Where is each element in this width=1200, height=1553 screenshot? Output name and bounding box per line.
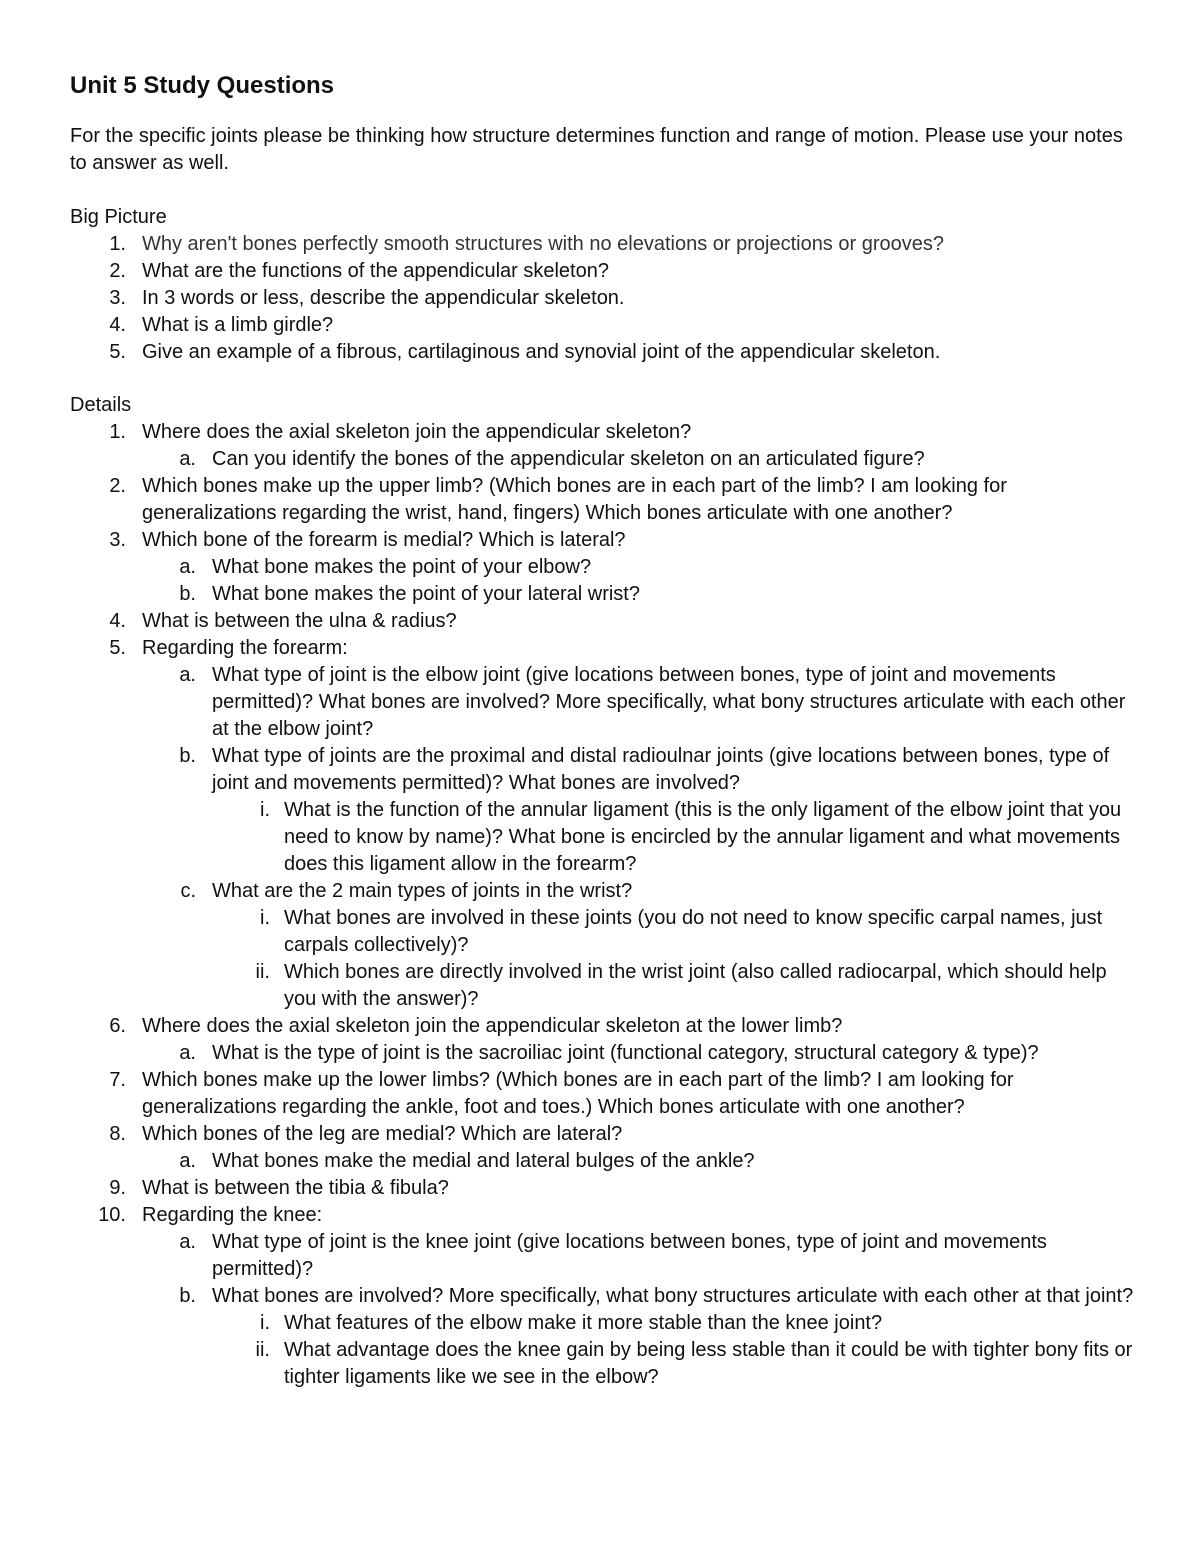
big-picture-heading: Big Picture — [70, 206, 167, 228]
sub-list-item: a. What bone makes the point of your elbow? — [179, 556, 592, 578]
intro-paragraph: For the specific joints please be thinking how structure determines function and range of motion. Please use your notes to answer as well. — [70, 125, 1123, 174]
list-item: 3. In 3 words or less, describe the appendicular skeleton. — [109, 287, 625, 309]
sub-list-item: b. What bones are involved? More specifically, what bony structures articulate with each other at that joint? i. What features of the elbow make it more stable than the knee joint? ii. What advantage does the knee gain by being less stable than it could be with tighter bony fits or tighter ligaments like we see in the elbow? — [142, 1283, 1140, 1391]
list-item: 7. Which bones make up the lower limbs? (Which bones are in each part of the limb? I am looking for generalizations regarding the ankle, foot and toes.) Which bones articulate with one another? — [109, 1069, 1014, 1118]
details-heading: Details — [70, 394, 132, 416]
list-item: 6. Where does the axial skeleton join the appendicular skeleton at the lower limb? a. What is the type of joint is the sacroiliac joint (functional category, structural category & type)? — [70, 1013, 1140, 1067]
document-page — [70, 70, 1140, 1391]
sub-sub-list-item: i. What features of the elbow make it more stable than the knee joint? — [260, 1312, 883, 1334]
sub-list-item: c. What are the 2 main types of joints in the wrist? i. What bones are involved in these joints (you do not need to know specific carpal names, just carpals collectively)? ii. Which bones are directly involved in the wrist joint (also called radiocarpal, which should help you with the answer)? — [142, 878, 1140, 1013]
list-item: 8. Which bones of the leg are medial? Which are lateral? a. What bones make the medial and lateral bulges of the ankle? — [70, 1121, 1140, 1175]
list-item: 4. What is a limb girdle? — [109, 314, 334, 336]
sub-list-item: b. What type of joints are the proximal and distal radioulnar joints (give locations between bones, type of joint and movements permitted)? What bones are involved? i. What is the function of the annular ligament (this is the only ligament of the elbow joint that you need to know by name)? What bone is encircled by the annular ligament and what movements does this ligament allow in the forearm? — [142, 743, 1140, 878]
list-item: 5. Give an example of a fibrous, cartilaginous and synovial joint of the appendicular skeleton. — [109, 341, 941, 363]
sub-list-item: a. What is the type of joint is the sacroiliac joint (functional category, structural category & type)? — [179, 1042, 1039, 1064]
list-item: 5. Regarding the forearm: a. What type of joint is the elbow joint (give locations between bones, type of joint and movements permitted)? What bones are involved? More specifically, what bony structures articulate with each other at the elbow joint? b. What type of joints are the proximal and distal radioulnar joints (give locations between bones, type of joint and movements permitted)? What bones are involved? i. What is the function of the annular ligament (this is the only ligament of the elbow joint that you need to know by name)? What bone is encircled by the annular ligament and what movements does this ligament allow in the forearm? c. What are the 2 main types of joints in the wrist? i. What bones are involved in these joints (you do not need to know specific carpal names, just carpals collectively)? ii. Which bones are directly involved in the wrist joint (also called radiocarpal, which should help you with the answer)? — [70, 635, 1140, 1013]
sub-sub-list-item: ii. What advantage does the knee gain by being less stable than it could be with tighter bony fits or tighter ligaments like we see in the elbow? — [255, 1339, 1133, 1388]
sub-sub-list-item: ii. Which bones are directly involved in the wrist joint (also called radiocarpal, which should help you with the answer)? — [255, 961, 1107, 1010]
sub-list-item: a. What bones make the medial and lateral bulges of the ankle? — [179, 1150, 755, 1172]
list-item: 9. What is between the tibia & fibula? — [109, 1177, 449, 1199]
list-item: 1. Where does the axial skeleton join the appendicular skeleton? a. Can you identify the bones of the appendicular skeleton on an articulated figure? — [70, 419, 1140, 473]
sub-sub-list-item: i. What bones are involved in these joints (you do not need to know specific carpal names, just carpals collectively)? — [260, 907, 1103, 956]
list-item: 3. Which bone of the forearm is medial? Which is lateral? a. What bone makes the point of your elbow? b. What bone makes the point of your lateral wrist? — [70, 527, 1140, 608]
details-list — [70, 419, 1140, 1391]
sub-sub-list-item: i. What is the function of the annular ligament (this is the only ligament of the elbow joint that you need to know by name)? What bone is encircled by the annular ligament and what movements does this ligament allow in the forearm? — [260, 799, 1122, 875]
list-item: 4. What is between the ulna & radius? — [109, 610, 457, 632]
list-item: 2. Which bones make up the upper limb? (Which bones are in each part of the limb? I am looking for generalizations regarding the wrist, hand, fingers) Which bones articulate with one another? — [109, 475, 1007, 524]
sub-list-item: b. What bone makes the point of your lateral wrist? — [179, 583, 640, 605]
big-picture-list — [70, 231, 1140, 366]
sub-list-item: a. What type of joint is the elbow joint (give locations between bones, type of joint and movements permitted)? What bones are involved? More specifically, what bony structures articulate with each other at the elbow joint? — [179, 664, 1126, 740]
sub-list-item: a. What type of joint is the knee joint (give locations between bones, type of joint and movements permitted)? — [179, 1231, 1047, 1280]
page-title: Unit 5 Study Questions — [70, 72, 335, 99]
list-item: 2. What are the functions of the appendicular skeleton? — [109, 260, 609, 282]
sub-list-item: a. Can you identify the bones of the appendicular skeleton on an articulated figure? — [179, 448, 925, 470]
list-item: 1. Why aren't bones perfectly smooth structures with no elevations or projections or grooves? — [109, 233, 944, 255]
list-item: 10. Regarding the knee: a. What type of joint is the knee joint (give locations between bones, type of joint and movements permitted)? b. What bones are involved? More specifically, what bony structures articulate with each other at that joint? i. What features of the elbow make it more stable than the knee joint? ii. What advantage does the knee gain by being less stable than it could be with tighter bony fits or tighter ligaments like we see in the elbow? — [70, 1202, 1140, 1391]
